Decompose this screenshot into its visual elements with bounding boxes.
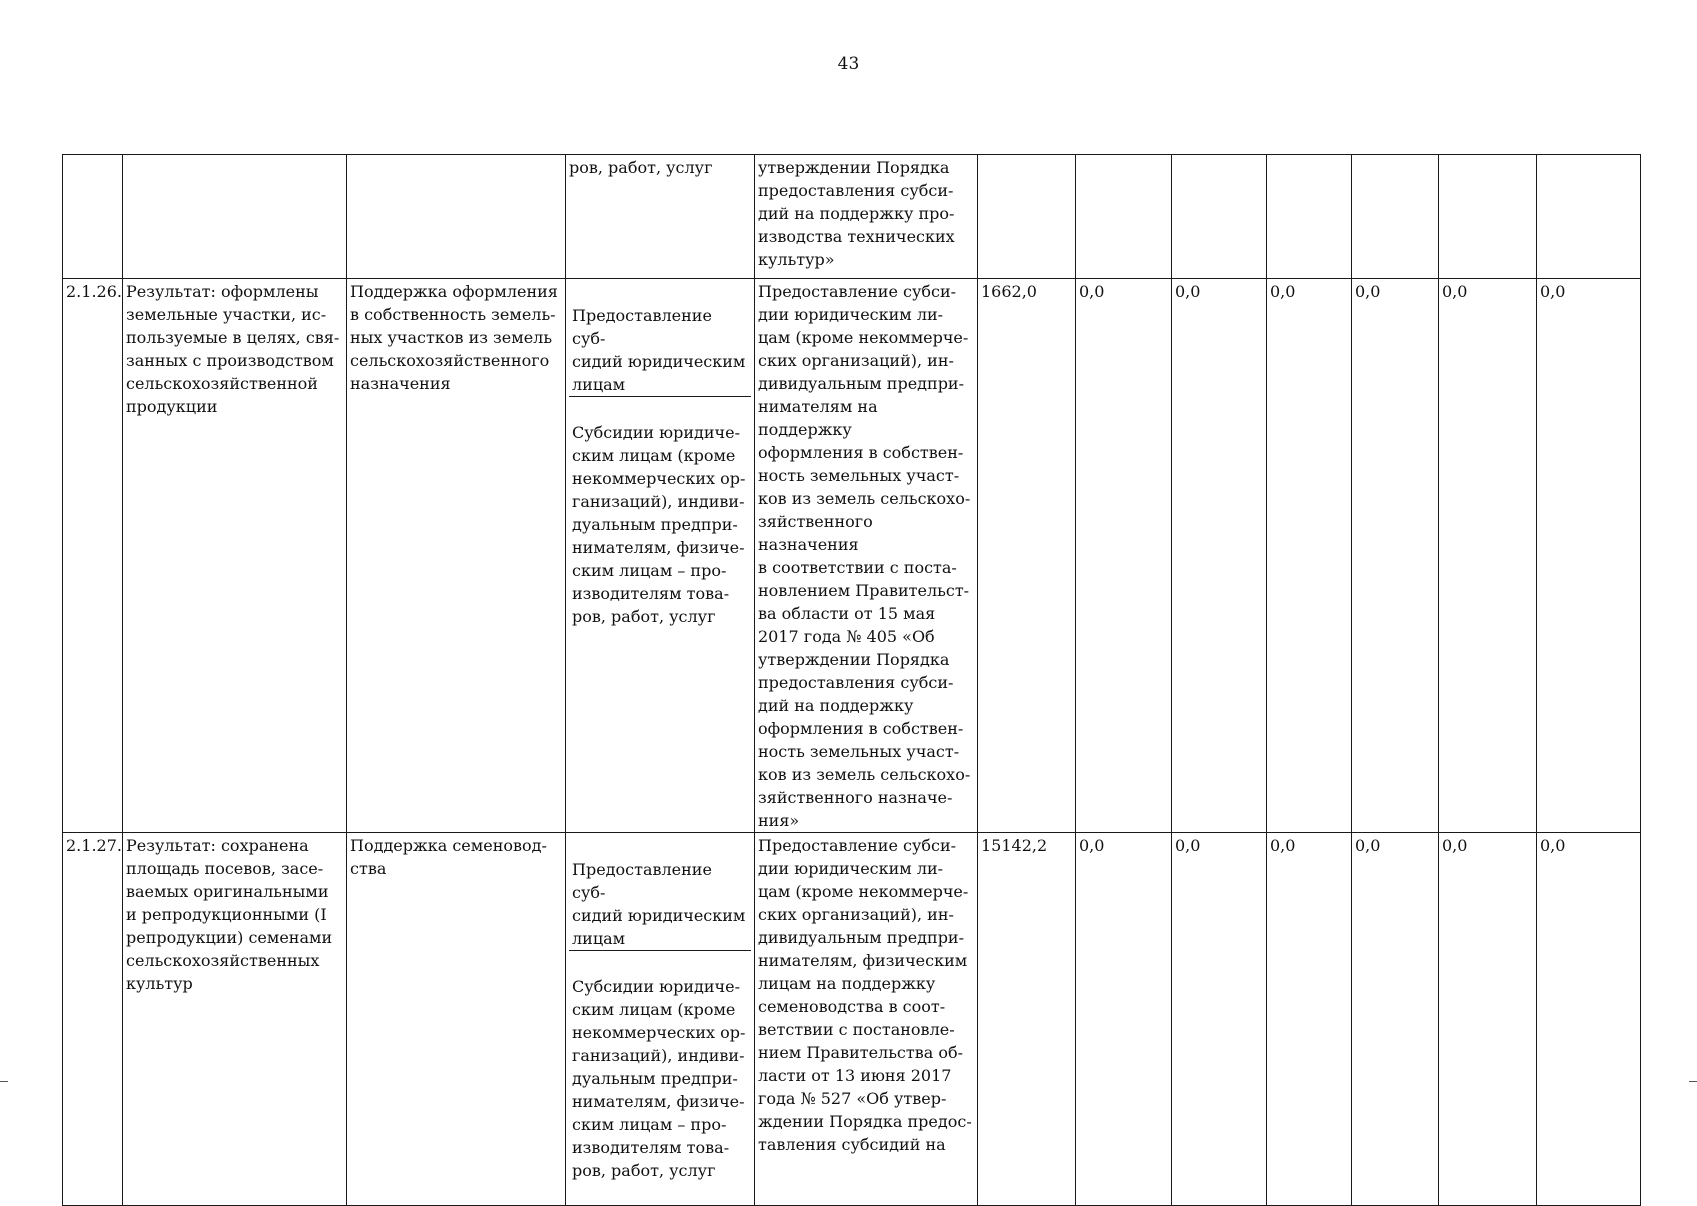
cell-result: Результат: оформлены земельные участки, ис- пользуемые в целях, свя- занных с производством сельскохозяйственной продукции [123,279,347,833]
cell-value: 0,0 [1537,833,1641,1206]
cell-mechanism: ров, работ, услуг [566,155,755,279]
cell-basis: утверждении Порядка предоставления субси- дий на поддержку про- изводства технических культур» [755,155,978,279]
cell-value: 15142,2 [978,833,1076,1206]
cell-value [1076,155,1172,279]
cell-number: 2.1.26. [63,279,123,833]
mechanism-main: Предоставление суб- сидий юридическим лицам [569,303,751,397]
cell-value: 0,0 [1076,279,1172,833]
cell-measure: Поддержка семеновод- ства [347,833,566,1206]
cell-value: 0,0 [1172,279,1267,833]
cell-value [1267,155,1352,279]
cell-value: 0,0 [1352,833,1439,1206]
cell-number [63,155,123,279]
cell-mechanism [566,833,755,1206]
cell-number: 2.1.27. [63,833,123,1206]
cell-result: Результат: сохранена площадь посевов, засе- ваемых оригинальными и репродукционными (I репродукции) семенами сельскохозяйственных культур [123,833,347,1206]
cell-value: 0,0 [1439,833,1537,1206]
cell-measure: Поддержка оформления в собственность земель- ных участков из земель сельскохозяйственного назначения [347,279,566,833]
cell-value: 0,0 [1076,833,1172,1206]
cell-value: 0,0 [1267,833,1352,1206]
cell-mechanism [566,279,755,833]
mechanism-sub: Субсидии юридиче- ским лицам (кроме некоммерческих ор- ганизаций), индиви- дуальным предпри- нимателям, физиче- ским лицам – про- изводителям това- ров, работ, услуг [572,977,746,1180]
cell-value [1172,155,1267,279]
scan-mark [0,1081,8,1082]
cell-value: 0,0 [1267,279,1352,833]
table-row [63,833,1641,1206]
subsidy-table [62,154,1641,1206]
cell-value: 0,0 [1439,279,1537,833]
cell-measure [347,155,566,279]
table-row [63,279,1641,833]
continuation-row [63,155,1641,279]
cell-basis: Предоставление субси- дии юридическим ли- цам (кроме некоммерче- ских организаций), ин- дивидуальным предпри- нимателям, физическим лицам на поддержку семеноводства в соот- ветствии с постановле- нием Правительства об- ласти от 13 июня 2017 года № 527 «Об утвер- ждении Порядка предос- тавления субсидий на [755,833,978,1206]
cell-value [1439,155,1537,279]
cell-value [978,155,1076,279]
cell-value [1537,155,1641,279]
cell-result [123,155,347,279]
mechanism-main: Предоставление суб- сидий юридическим лицам [569,857,751,951]
cell-basis: Предоставление субси- дии юридическим ли- цам (кроме некоммерче- ских организаций), ин- дивидуальным предпри- нимателям на поддержку оформления в собствен- ность земельных участ- ков из земель сельскохо- зяйственного назначения в соответствии с поста- новлением Правительст- ва области от 15 мая 2017 года № 405 «Об утверждении Порядка предоставления субси- дий на поддержку оформления в собствен- ность земельных участ- ков из земель сельскохо- зяйственного назначе- ния» [755,279,978,833]
page-number: 43 [837,54,860,74]
scan-mark [1689,1081,1697,1082]
cell-value: 0,0 [1352,279,1439,833]
mechanism-sub: Субсидии юридиче- ским лицам (кроме некоммерческих ор- ганизаций), индиви- дуальным предпри- нимателям, физиче- ским лицам – про- изводителям това- ров, работ, услуг [572,423,746,626]
cell-value: 1662,0 [978,279,1076,833]
cell-value: 0,0 [1172,833,1267,1206]
cell-value: 0,0 [1537,279,1641,833]
cell-value [1352,155,1439,279]
